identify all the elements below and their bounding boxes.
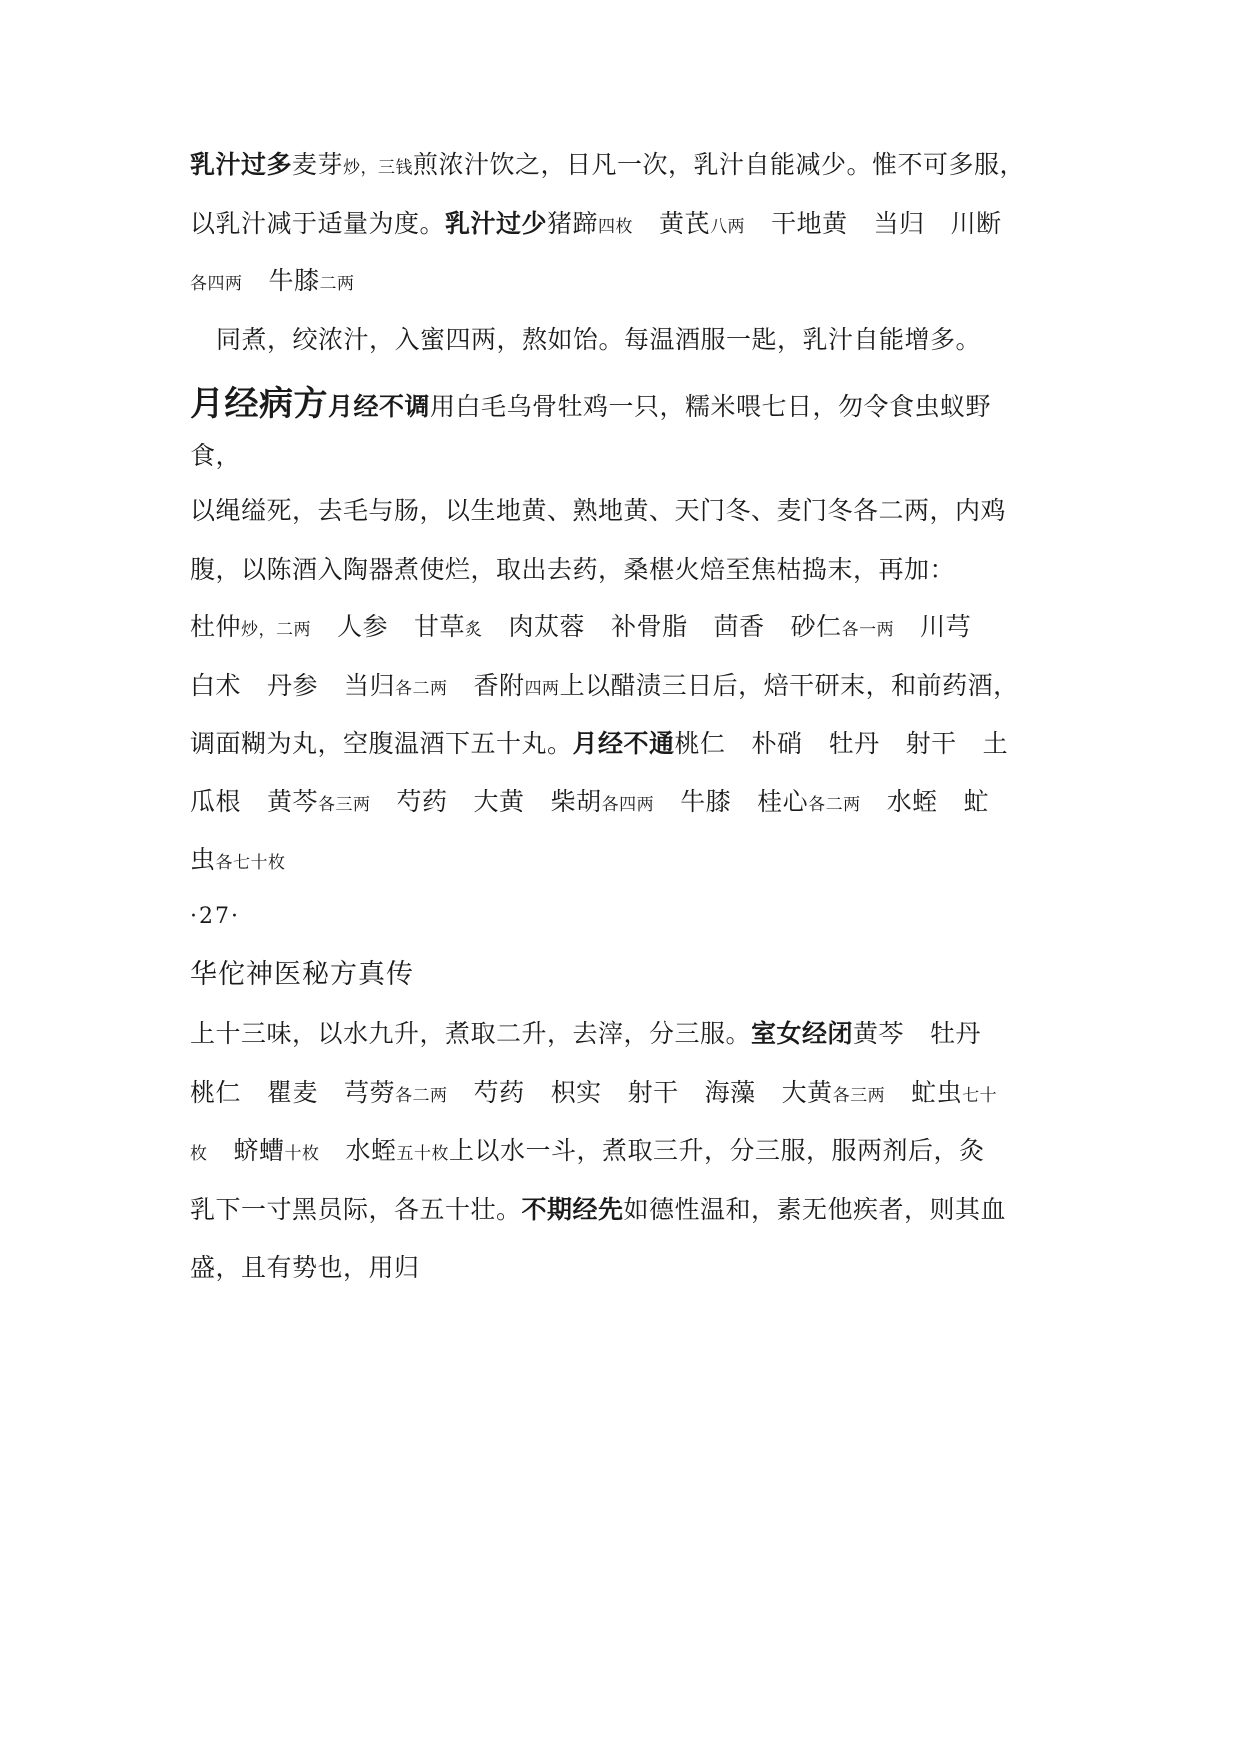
herb-name: 虫: [190, 845, 216, 874]
herb-name: 土: [982, 729, 1009, 758]
herb-name: 川断: [950, 209, 1002, 238]
herb-name: 䓖: [369, 1078, 396, 1107]
herb-name: 大黄: [473, 787, 525, 816]
body-text: 乳下一寸黑员际，各五十壮。: [190, 1195, 522, 1224]
herb-name: 白术: [190, 671, 242, 700]
herb-name: 当归: [344, 671, 396, 700]
herb-name: 猪蹄: [547, 209, 599, 238]
herb-name: 水蛭: [345, 1136, 397, 1165]
herb-name: 杜仲: [190, 612, 242, 641]
herb-name: 柴胡: [550, 787, 602, 816]
body-text: 腹，以陈酒入陶器煮使烂，取出去药，桑椹火焙至焦枯捣末，再加：: [190, 555, 956, 584]
chapter-title: 月经病方: [190, 384, 328, 424]
text-line: [190, 727, 1008, 761]
herb-name: 蛴螬: [233, 1136, 285, 1165]
section-heading: 室女经闭: [751, 1019, 854, 1048]
herb-name: 丹参: [267, 671, 319, 700]
herb-name: 虻: [963, 787, 990, 816]
herb-name: 朴硝: [751, 729, 803, 758]
section-heading: 乳汁过多: [190, 150, 293, 179]
text-line: [190, 1193, 1006, 1227]
dosage-note: 各二两: [395, 679, 448, 699]
text-line: [190, 148, 1025, 185]
herb-name: 桂心: [757, 787, 809, 816]
body-text: 上以水一斗，煮取三升，分三服，服两剂后，灸: [449, 1136, 985, 1165]
text-line: [190, 843, 286, 880]
herb-name: 水蛭: [886, 787, 938, 816]
dosage-note: 七十: [962, 1086, 998, 1106]
body-text: 煎浓汁饮之，日凡一次，乳汁自能减少。惟不可多服，: [413, 150, 1026, 179]
text-line: [190, 207, 1002, 244]
herb-name: 肉苁蓉: [508, 612, 586, 641]
text-line: [190, 1251, 420, 1285]
herb-name: 黄芩: [853, 1019, 905, 1048]
text-line: [190, 553, 955, 587]
herb-name: 枳实: [550, 1078, 602, 1107]
text-line: [190, 785, 989, 822]
dosage-note: 各一两: [841, 620, 895, 640]
body-text: 以乳汁减于适量为度。: [190, 209, 446, 238]
dosage-note: 十枚: [284, 1144, 320, 1164]
text-line: [190, 380, 991, 431]
text-line: [190, 610, 971, 647]
herb-name: 虻虫: [911, 1078, 963, 1107]
dosage-note: 各二两: [395, 1086, 448, 1106]
body-text: 调面糊为丸，空腹温酒下五十丸。: [190, 729, 573, 758]
dosage-note: 各二两: [808, 795, 861, 815]
section-heading: 乳汁过少: [445, 209, 548, 238]
herb-name: 射干: [905, 729, 957, 758]
section-heading: 月经不调: [328, 392, 431, 421]
dosage-note: 八两: [710, 217, 746, 237]
text-line: [190, 1134, 985, 1171]
dosage-note: 炒，三钱: [343, 158, 414, 178]
dosage-note: 炒，二两: [241, 620, 312, 640]
herb-name: 芍药: [396, 787, 448, 816]
herb-name: 当归: [873, 209, 925, 238]
herb-name: 牡丹: [828, 729, 880, 758]
herb-name: 射干: [627, 1078, 679, 1107]
body-text: 用白毛乌骨牡鸡一只，糯米喂七日，勿令食虫蚁野: [430, 392, 992, 421]
dosage-note: 各四两: [190, 274, 243, 294]
text-line: [190, 439, 241, 473]
section-heading: 月经不通: [572, 729, 675, 758]
herb-name: 桃仁: [190, 1078, 242, 1107]
body-text: 食，: [190, 441, 242, 470]
herb-name: 砂仁: [790, 612, 842, 641]
dosage-note: 五十枚: [396, 1144, 450, 1164]
herb-name: 补骨脂: [611, 612, 688, 641]
dosage-note: 四枚: [598, 217, 634, 237]
body-text: 以绳缢死，去毛与肠，以生地黄、熟地黄、天门冬、麦门冬各二两，内鸡: [190, 496, 1007, 525]
herb-name: 牛膝: [680, 787, 732, 816]
herb-name: 茴香: [713, 612, 765, 641]
herb-name: 牛膝: [268, 266, 320, 295]
herb-name: 芍药: [473, 1078, 525, 1107]
herb-name: 黄芪: [659, 209, 711, 238]
herb-name: 黄芩: [267, 787, 319, 816]
page-number: ·27·: [190, 904, 240, 929]
herb-name: 牡丹: [930, 1019, 982, 1048]
dosage-note: 各三两: [318, 795, 371, 815]
dosage-note: 炙: [465, 620, 483, 640]
herb-name: 干地黄: [771, 209, 848, 238]
text-line: [216, 323, 981, 357]
text-line: [190, 264, 355, 301]
body-text: 盛，且有势也，用归: [190, 1253, 420, 1282]
text-line: [190, 669, 1019, 706]
herb-name: 瓜根: [190, 787, 242, 816]
dosage-note: 各四两: [601, 795, 655, 815]
body-text: 上以醋渍三日后，焙干研末，和前药酒，: [559, 671, 1019, 700]
herb-name: 海藻: [704, 1078, 756, 1107]
text-line: [190, 494, 1006, 528]
herb-name: 桃仁: [674, 729, 726, 758]
body-text: 如德性温和，素无他疾者，则其血: [623, 1195, 1007, 1224]
section-heading: 不期经先: [521, 1195, 624, 1224]
dosage-note: 二两: [319, 274, 355, 294]
herb-name: 芎: [344, 1078, 370, 1107]
herb-name: 川芎: [920, 612, 972, 641]
herb-name: 麦芽: [292, 150, 344, 179]
herb-name: 人参: [337, 612, 389, 641]
dosage-note: 枚: [190, 1144, 208, 1164]
running-head: 华佗神医秘方真传: [190, 959, 414, 990]
body-text: 同煮，绞浓汁，入蜜四两，熬如饴。每温酒服一匙，乳汁自能增多。: [216, 325, 982, 354]
dosage-note: 各七十枚: [215, 853, 286, 873]
text-line: [190, 1017, 981, 1051]
dosage-note: 四两: [524, 679, 560, 699]
herb-name: 大黄: [781, 1078, 833, 1107]
herb-name: 甘草: [414, 612, 466, 641]
text-line: [190, 1076, 997, 1113]
body-text: 上十三味，以水九升，煮取二升，去滓，分三服。: [190, 1019, 752, 1048]
herb-name: 瞿麦: [267, 1078, 319, 1107]
herb-name: 香附: [473, 671, 525, 700]
dosage-note: 各三两: [832, 1086, 886, 1106]
